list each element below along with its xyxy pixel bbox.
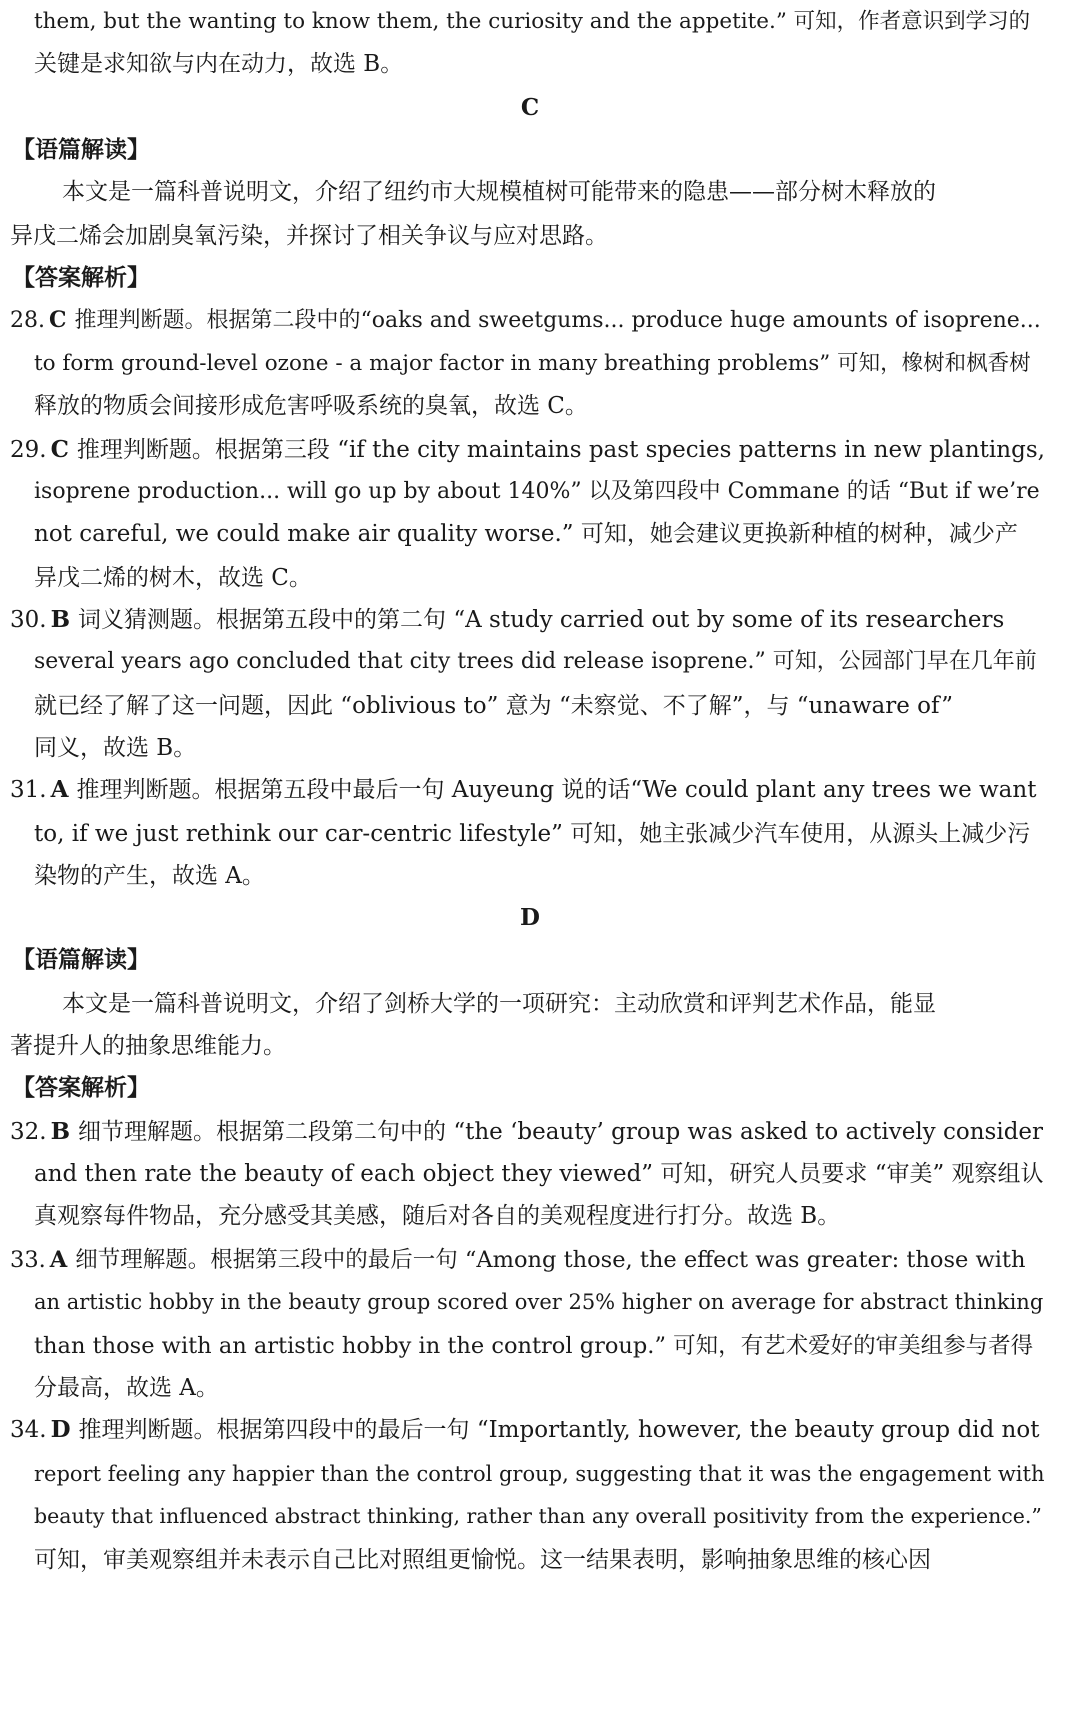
- answer-heading-d: 【答案解析】: [12, 1074, 150, 1101]
- question-answer: B: [50, 606, 71, 633]
- question-line: to, if we just rethink our car-centric lifestyle” 可知，她主张减少汽车使用，从源头上减少污: [34, 821, 1031, 847]
- question-30: [10, 600, 1046, 640]
- question-number: 31.: [10, 777, 47, 803]
- question-line: an artistic hobby in the beauty group scored over 25% higher on average for abstract thinking: [34, 1290, 1044, 1314]
- question-line: than those with an artistic hobby in the control group.” 可知，有艺术爱好的审美组参与者得: [34, 1333, 1034, 1359]
- reading-heading-d: 【语篇解读】: [12, 946, 150, 973]
- question-answer: A: [50, 776, 69, 803]
- section-c-heading: C: [520, 94, 540, 121]
- question-line: beauty that influenced abstract thinking, rather than any overall positivity from the experience.”: [34, 1504, 1042, 1528]
- question-number: 32.: [10, 1119, 47, 1145]
- question-line: 词义猜测题。根据第五段中的第二句 “A study carried out by some of its researchers: [78, 607, 1005, 633]
- question-line: 推理判断题。根据第三段 “if the city maintains past species patterns in new plantings,: [76, 437, 1045, 463]
- question-line: 可知，审美观察组并未表示自己比对照组更愉悦。这一结果表明，影响抽象思维的核心因: [34, 1547, 931, 1573]
- reading-line: 本文是一篇科普说明文，介绍了剑桥大学的一项研究：主动欣赏和评判艺术作品，能显: [62, 991, 936, 1017]
- question-28: [10, 300, 1046, 340]
- question-line: 同义，故选 B。: [34, 735, 197, 761]
- question-line: 释放的物质会间接形成危害呼吸系统的臭氧，故选 C。: [34, 393, 588, 419]
- reading-line: 本文是一篇科普说明文，介绍了纽约市大规模植树可能带来的隐患——部分树木释放的: [62, 179, 936, 205]
- question-answer: D: [50, 1416, 71, 1443]
- question-answer: A: [49, 1247, 68, 1273]
- question-line: 推理判断题。根据第二段中的“oaks and sweetgums... produce huge amounts of isoprene...: [74, 308, 1041, 333]
- question-answer: C: [49, 307, 67, 333]
- continuation-line: them, but the wanting to know them, the curiosity and the appetite.” 可知，作者意识到学习的: [34, 9, 1031, 34]
- question-line: and then rate the beauty of each object they viewed” 可知，研究人员要求 “审美” 观察组认: [34, 1161, 1044, 1187]
- question-answer: C: [50, 436, 69, 463]
- question-number: 28.: [10, 308, 45, 333]
- question-32: [10, 1112, 1046, 1152]
- question-line: 异戊二烯的树木，故选 C。: [34, 565, 312, 591]
- question-number: 30.: [10, 607, 47, 633]
- question-answer: B: [50, 1118, 71, 1145]
- question-line: 就已经了解了这一问题，因此 “oblivious to” 意为 “未察觉、不了解”，与 “unaware of”: [34, 693, 954, 719]
- question-line: several years ago concluded that city trees did release isoprene.” 可知，公园部门早在几年前: [34, 649, 1037, 674]
- question-line: not careful, we could make air quality worse.” 可知，她会建议更换新种植的树种，减少产: [34, 521, 1018, 547]
- question-line: 细节理解题。根据第二段第二句中的 “the ‘beauty’ group was asked to actively consider: [78, 1119, 1044, 1145]
- reading-heading-c: 【语篇解读】: [12, 136, 150, 163]
- question-34: [10, 1410, 1046, 1450]
- question-line: 真观察每件物品，充分感受其美感，随后对各自的美观程度进行打分。故选 B。: [34, 1203, 841, 1229]
- question-29: [10, 430, 1046, 470]
- question-number: 33.: [10, 1247, 46, 1273]
- question-number: 34.: [10, 1417, 47, 1443]
- question-line: 细节理解题。根据第三段中的最后一句 “Among those, the effect was greater: those with: [75, 1247, 1026, 1273]
- question-33: [10, 1240, 1046, 1280]
- answer-heading-c: 【答案解析】: [12, 264, 150, 291]
- question-number: 29.: [10, 437, 47, 463]
- section-d-heading: D: [520, 904, 540, 931]
- question-line: 推理判断题。根据第四段中的最后一句 “Importantly, however, the beauty group did not: [78, 1417, 1040, 1443]
- question-line: report feeling any happier than the control group, suggesting that it was the engagement with: [34, 1462, 1045, 1486]
- question-31: [10, 770, 1046, 810]
- question-line: 推理判断题。根据第五段中最后一句 Auyeung 说的话“We could plant any trees we want: [76, 777, 1037, 803]
- continuation-line: 关键是求知欲与内在动力，故选 B。: [34, 51, 404, 77]
- question-line: isoprene production... will go up by about 140%” 以及第四段中 Commane 的话 “But if we’re: [34, 479, 1040, 504]
- question-line: 染物的产生，故选 A。: [34, 863, 265, 889]
- question-line: to form ground-level ozone - a major factor in many breathing problems” 可知，橡树和枫香树: [34, 351, 1031, 376]
- reading-line: 异戊二烯会加剧臭氧污染，并探讨了相关争议与应对思路。: [10, 223, 608, 249]
- question-line: 分最高，故选 A。: [34, 1375, 219, 1401]
- reading-line: 著提升人的抽象思维能力。: [10, 1033, 286, 1059]
